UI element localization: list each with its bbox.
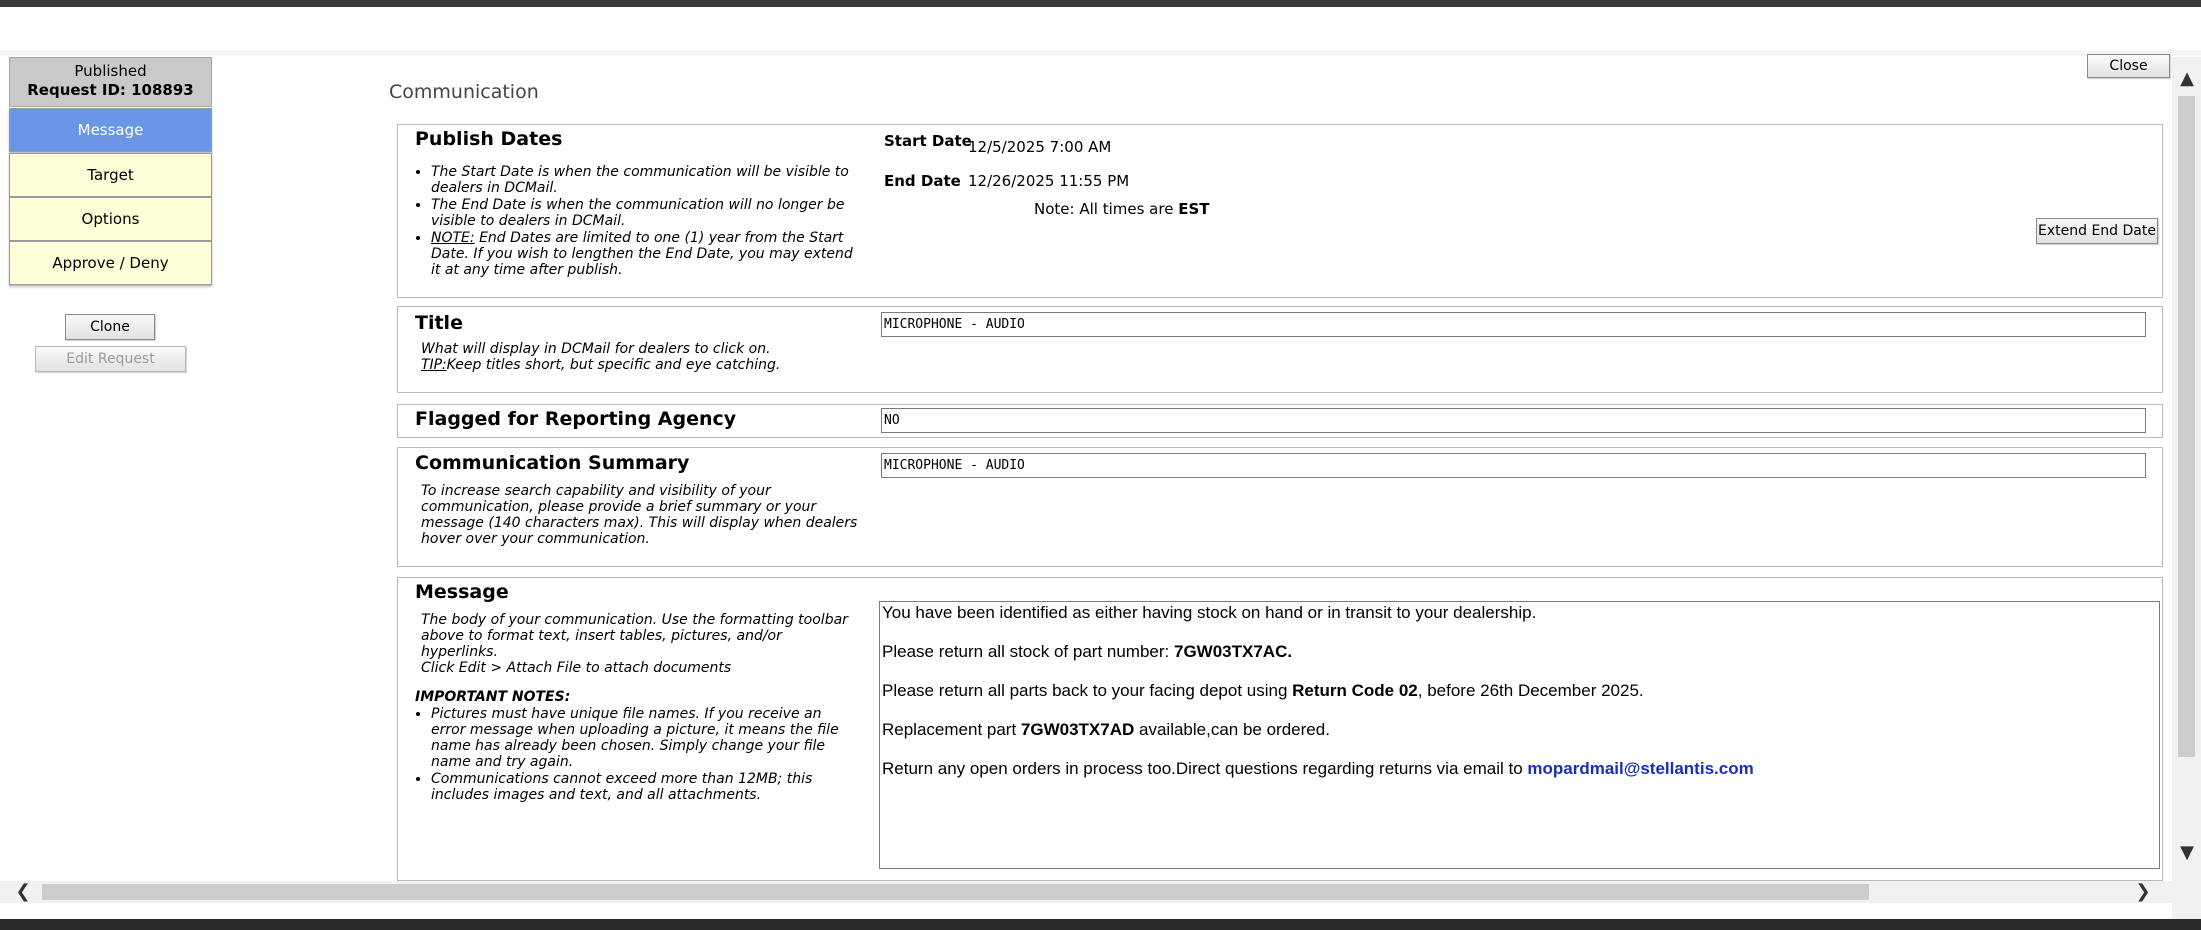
end-date-label: End Date xyxy=(884,172,961,190)
note-file-names: • Pictures must have unique file names. If you receive an error message when uploading a picture, it means the file name has already been chosen. Simply change your file name and try again. xyxy=(431,706,855,770)
message-body-editor[interactable] xyxy=(879,601,2160,869)
edit-request-button[interactable]: Edit Request xyxy=(35,346,186,372)
status-box xyxy=(9,57,212,107)
end-date-value: 12/26/2025 11:55 PM xyxy=(968,172,1130,190)
help-note xyxy=(431,230,865,278)
summary-input[interactable]: MICROPHONE - AUDIO xyxy=(881,453,2146,478)
request-id: Request ID: 108893 xyxy=(27,81,194,99)
message-line-4 xyxy=(882,720,2157,739)
extend-end-date-button[interactable]: Extend End Date xyxy=(2036,218,2158,244)
note-label: NOTE: xyxy=(431,230,475,246)
title-help-text: What will display in DCMail for dealers to click on. xyxy=(421,341,771,357)
note-text: End Dates are limited to one (1) year from the Start Date. If you wish to lengthen the End Date, you may extend it at any time after publish. xyxy=(431,230,853,278)
nav-item-approve-deny[interactable]: Approve / Deny xyxy=(9,241,212,285)
timezone-note-text: Note: All times are xyxy=(1034,200,1174,218)
line5-text: Return any open orders in process too.Direct questions regarding returns via email to xyxy=(882,759,1528,778)
scroll-right-icon[interactable]: ❯ xyxy=(2135,881,2151,902)
title-heading: Title xyxy=(415,312,463,334)
important-notes xyxy=(415,706,855,804)
message-line-3 xyxy=(882,681,2157,700)
line3-text: Please return all parts back to your facing depot using xyxy=(882,681,1293,700)
note-size-limit: • Communications cannot exceed more than 12MB; this includes images and text, and all attachments. xyxy=(431,771,855,803)
vertical-scroll-thumb[interactable] xyxy=(2178,96,2195,757)
attach-help: Click Edit > Attach File to attach documents xyxy=(421,660,732,676)
publish-dates-heading: Publish Dates xyxy=(415,128,563,150)
scroll-down-icon[interactable]: ▼ xyxy=(2180,842,2194,863)
part-number: 7GW03TX7AC. xyxy=(1173,642,1293,661)
nav-item-options[interactable]: Options xyxy=(9,197,212,241)
timezone-value: EST xyxy=(1178,200,1210,218)
window-top-bar xyxy=(0,0,2201,7)
message-line-5 xyxy=(882,759,2157,778)
tip-label: TIP: xyxy=(421,357,447,373)
close-button[interactable]: Close xyxy=(2087,54,2170,78)
help-end-date: • The End Date is when the communication will no longer be visible to dealers in DCMail. xyxy=(431,197,865,229)
timezone-note xyxy=(1034,200,1210,218)
replacement-part: 7GW03TX7AD xyxy=(1020,720,1135,739)
line3-post: , before 26th December 2025. xyxy=(1417,681,1644,700)
start-date-label: Start Date xyxy=(884,132,972,150)
nav-item-message[interactable]: Message xyxy=(9,108,212,152)
start-date-value: 12/5/2025 7:00 AM xyxy=(968,138,1112,156)
message-line-1: You have been identified as either having stock on hand or in transit to your dealership. xyxy=(882,603,1537,622)
title-section xyxy=(397,306,2163,393)
publish-dates-section xyxy=(397,124,2163,298)
important-notes-label: IMPORTANT NOTES: xyxy=(415,689,571,705)
title-input[interactable]: MICROPHONE - AUDIO xyxy=(881,312,2146,337)
flagged-section xyxy=(397,404,2163,438)
summary-heading: Communication Summary xyxy=(415,452,690,474)
title-help xyxy=(421,341,871,373)
nav-item-target[interactable]: Target xyxy=(9,153,212,197)
clone-button[interactable]: Clone xyxy=(65,314,155,340)
flagged-input[interactable]: NO xyxy=(881,408,2146,433)
summary-help: To increase search capability and visibility of your communication, please provide a brief summary or your message (140 characters max). This will display when dealers hover over your communication. xyxy=(421,483,858,547)
tip-text: Keep titles short, but specific and eye catching. xyxy=(446,357,781,373)
horizontal-scroll-thumb[interactable] xyxy=(42,884,1869,900)
message-help: The body of your communication. Use the formatting toolbar above to format text, insert tables, pictures, and/or hyperlinks. xyxy=(421,612,848,660)
window-bottom-bar xyxy=(0,919,2201,930)
flagged-heading: Flagged for Reporting Agency xyxy=(415,408,737,430)
email-link[interactable]: mopardmail@stellantis.com xyxy=(1527,759,1754,778)
message-heading: Message xyxy=(415,581,509,603)
top-divider xyxy=(0,50,2201,56)
page-title: Communication xyxy=(389,81,539,103)
return-code: Return Code 02 xyxy=(1292,681,1418,700)
publish-dates-help xyxy=(415,164,865,279)
line4-post: available,can be ordered. xyxy=(1134,720,1330,739)
summary-section xyxy=(397,447,2163,567)
line2-text: Please return all stock of part number: xyxy=(882,642,1174,661)
help-start-date: • The Start Date is when the communication will be visible to dealers in DCMail. xyxy=(431,164,865,196)
title-tip xyxy=(421,357,871,373)
message-section xyxy=(397,577,2163,881)
line4-text: Replacement part xyxy=(882,720,1021,739)
message-line-2 xyxy=(882,642,2157,661)
status-state: Published xyxy=(74,62,147,80)
scroll-left-icon[interactable]: ❮ xyxy=(15,881,31,902)
scroll-up-icon[interactable]: ▲ xyxy=(2180,68,2194,89)
